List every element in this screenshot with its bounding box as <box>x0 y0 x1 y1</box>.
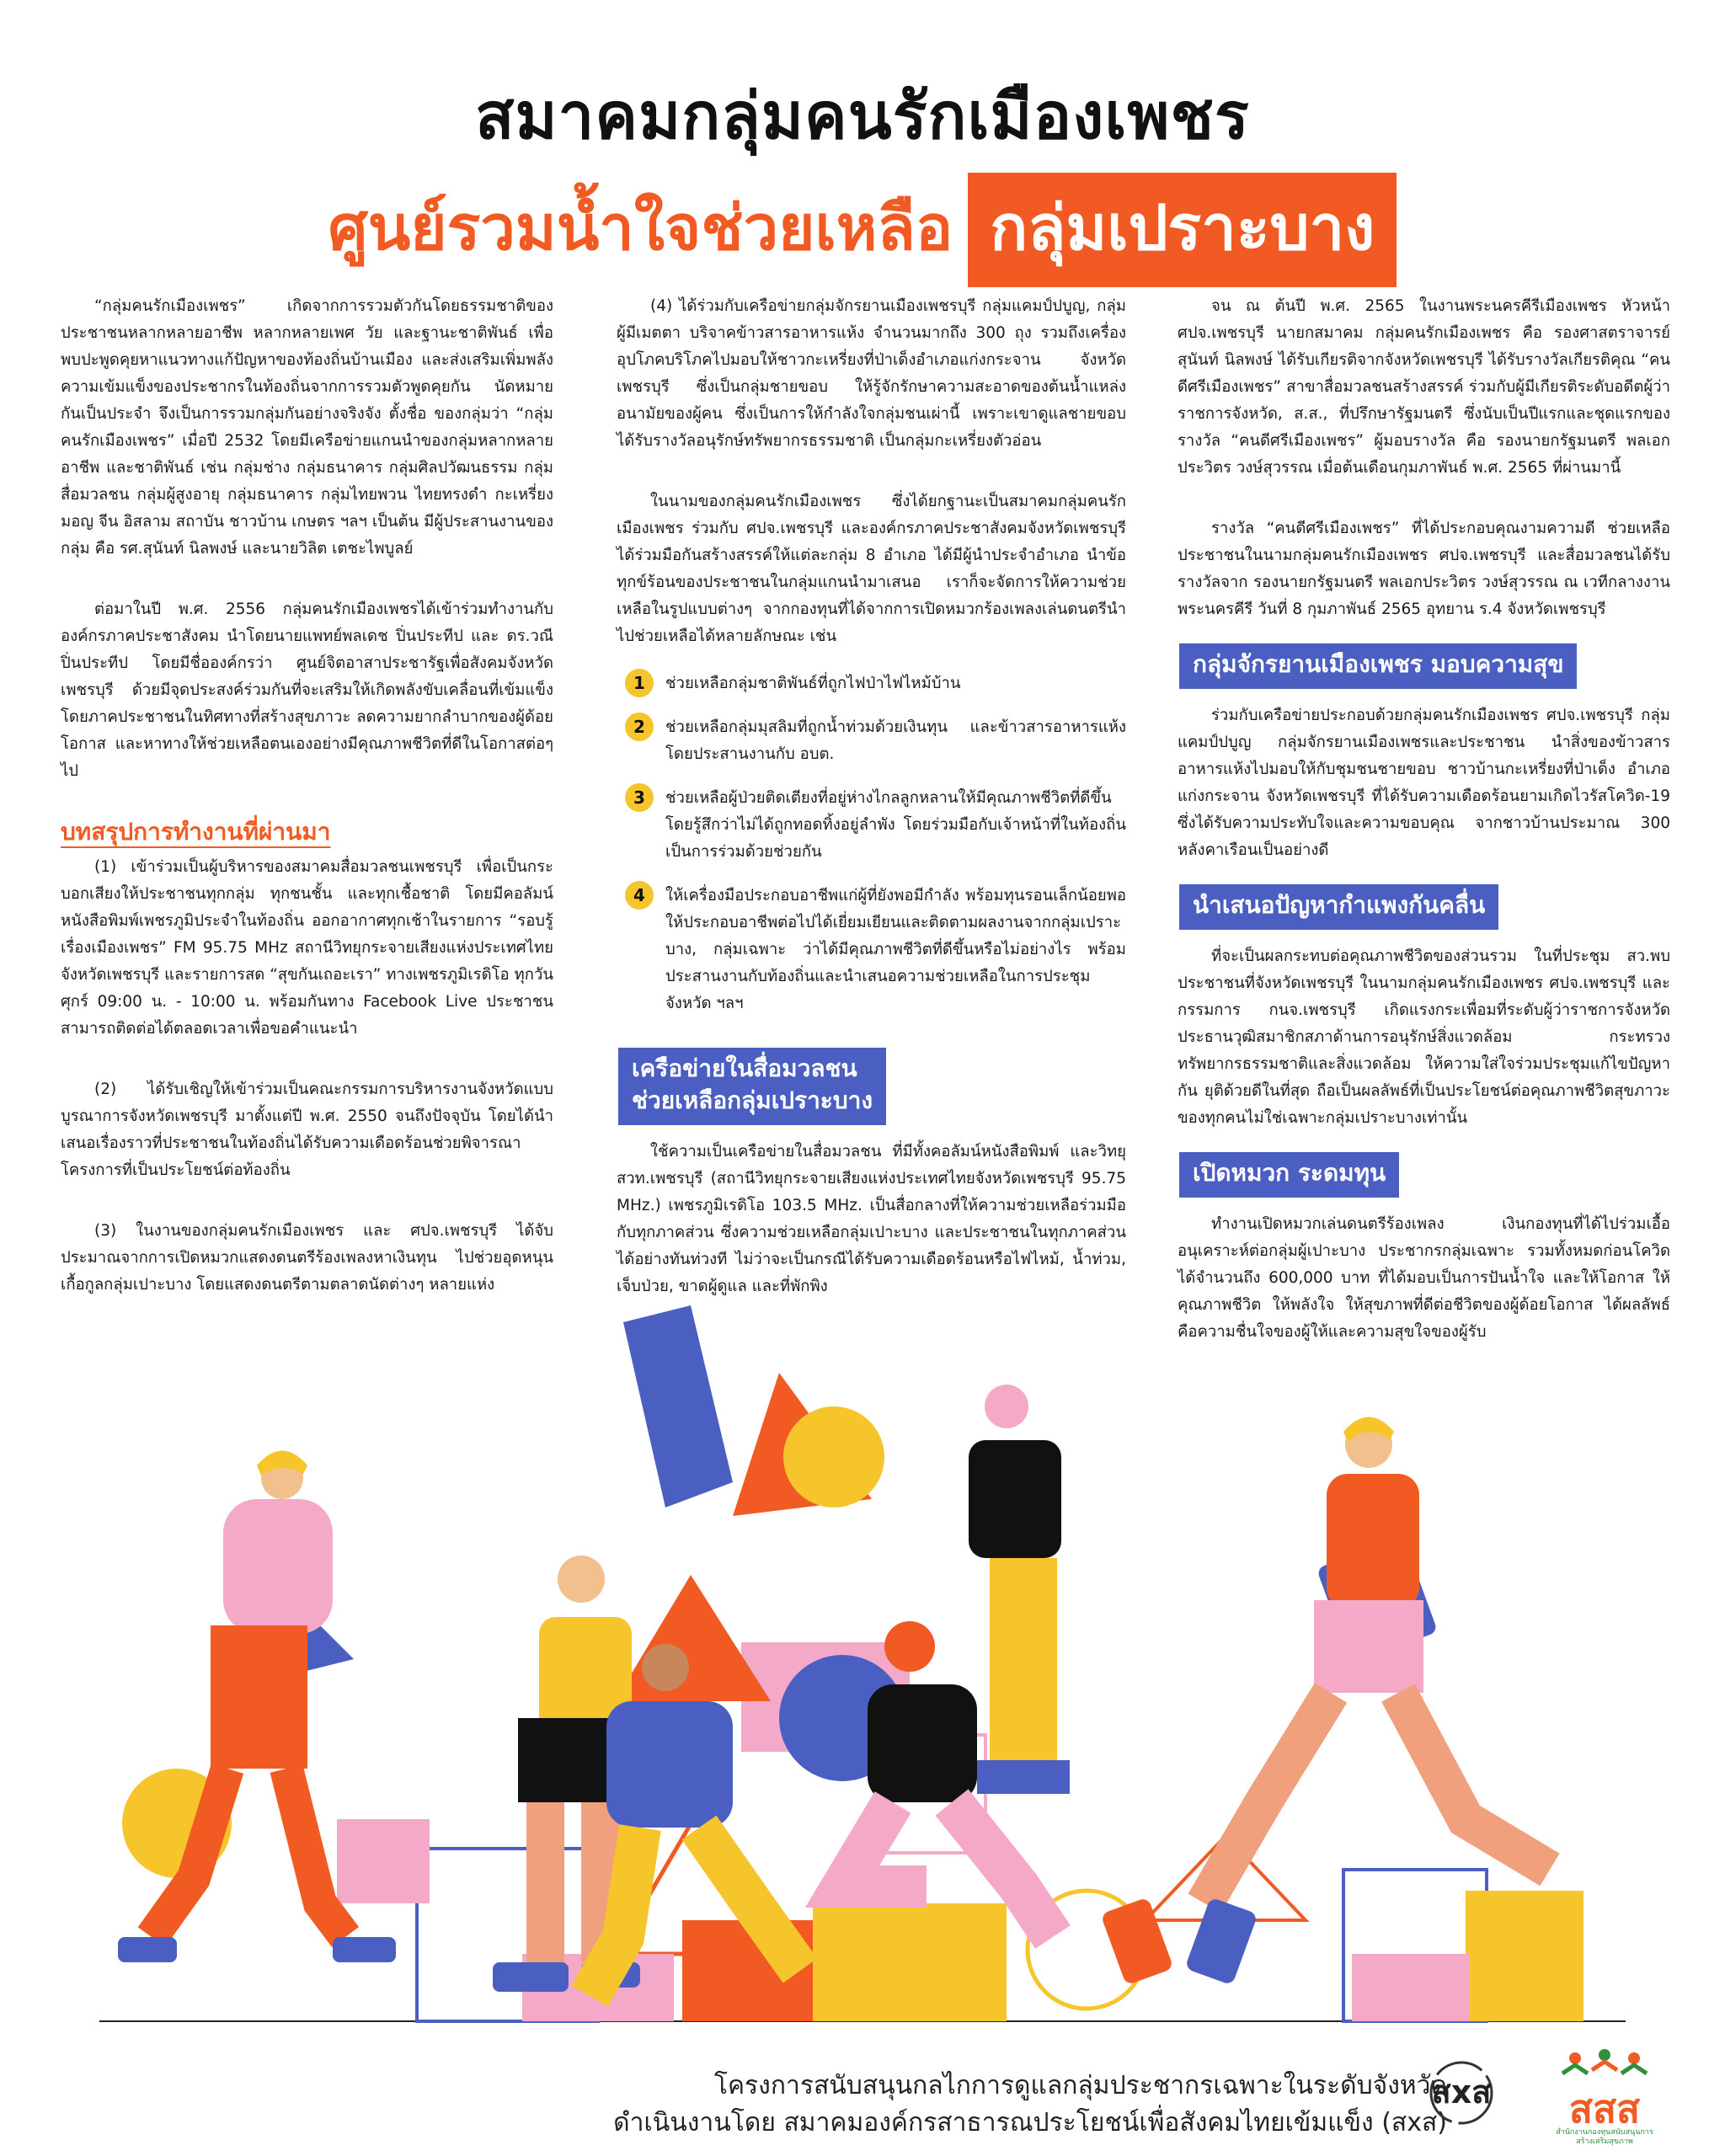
list-item <box>617 883 1126 1017</box>
section-title-fundraising: เปิดหมวก ระดมทุน <box>1179 1152 1399 1198</box>
list-item-text: ช่วยเหลือผู้ป่วยติดเตียงที่อยู่ห่างไกลลูกหลานให้มีคุณภาพชีวิตที่ดีขึ้น โดยรู้สึกว่าไม่ได้ถูกทอดทิ้งอยู่ลำพัง โดยร่วมมือกับเจ้าหน้าที่ในท้องถิ่นเป็นการร่วมด้วยช่วยกัน <box>665 789 1126 861</box>
list-item <box>617 714 1126 768</box>
thaihealth-logo-text: สสส <box>1568 2086 1641 2128</box>
thaihealth-logo-icon <box>1550 2048 1659 2128</box>
people-shapes-illustration <box>0 1297 1725 2038</box>
thaihealth-caption: สำนักงานกองทุนสนับสนุนการสร้างเสริมสุขภาพ <box>1556 2128 1653 2146</box>
subtitle <box>0 173 1725 287</box>
section-title-seawall: นำเสนอปัญหากำแพงกันคลื่น <box>1179 884 1498 930</box>
section-title-bicycle: กลุ่มจักรยานเมืองเพชร มอบความสุข <box>1179 643 1577 689</box>
paragraph: ใช้ความเป็นเครือข่ายในสื่อมวลชน ที่มีทั้งคอลัมน์หนังสือพิมพ์ และวิทยุ สวท.เพชรบุรี (สถานีวิทยุกระจายเสียงแห่งประเทศไทยจังหวัดเพชรบุรี 95.75 MHz.) เพชรภูมิเรดิโอ 103.5 MHz. เป็นสื่อกลางที่ให้ความช่วยเหลือร่วมมือกับทุกภาคส่วน ซึ่งความช่วยเหลือกลุ่มเปาะบาง และประชาชนในทุกภาคส่วนได้อย่างทันท่วงที ไม่ว่าจะเป็นกรณีได้รับความเดือดร้อนหรือไฟไหม้, น้ำท่วม, เจ็บป่วย, ขาดผู้ดูแล และที่พักพิง <box>617 1143 1126 1295</box>
footer-line: ดำเนินงานโดย สมาคมองค์กรสาธารณประโยชน์เพื่อสังคมไทยเข้มแข็ง (สxส) <box>613 2108 1447 2137</box>
number-badge: 1 <box>625 669 654 697</box>
thaihealth-logo <box>1550 2048 1659 2145</box>
list-item <box>617 785 1126 866</box>
paragraph: ทำงานเปิดหมวกเล่นดนตรีร้องเพลง เงินกองทุนที่ได้ไปร่วมเอื้ออนุเคราะห์ต่อกลุ่มผู้เปาะบาง ประชากรกลุ่มเฉพาะ รวมทั้งหมดก่อนโควิดได้จำนวนถึง 600,000 บาท ที่ได้มอบเป็นการปันน้ำใจ และให้โอกาส ให้คุณภาพชีวิต ให้พลังใจ ให้สุขภาพที่ดีต่อชีวิตของผู้ด้อยโอกาส ได้ผลลัพธ์คือความชื่นใจของผู้ให้และความสุขใจของผู้รับ <box>1178 1215 1670 1341</box>
paragraph: “กลุ่มคนรักเมืองเพชร” เกิดจากการรวมตัวกันโดยธรรมชาติของประชาชนหลากหลายอาชีพ หลากหลายเพศ วัย และฐานะชาติพันธ์ เพื่อพบปะพูดคุยหาแนวทางแก้ปัญหาของท้องถิ่นบ้านเมือง และส่งเสริมเพิ่มพลังความเข้มแข็งของประชากรในท้องถิ่นจากการรวมตัวพูดคุยกัน นัดหมายกันเป็นประจำ จึงเป็นการรวมกลุ่มกันอย่างจริงจัง ตั้งชื่อ ของกลุ่มว่า “กลุ่มคนรักเมืองเพชร” เมื่อปี 2532 โดยมีเครือข่ายแกนนำของกลุ่มหลากหลายอาชีพ และชาติพันธ์ เช่น กลุ่มช่าง กลุ่มธนาคาร กลุ่มศิลปวัฒนธรรม กลุ่มสื่อมวลชน กลุ่มผู้สูงอายุ กลุ่มธนาคาร กลุ่มไทยพวน ไทยทรงดำ กะเหรี่ยง มอญ จีน อิสลาม สถาบัน ชาวบ้าน เกษตร ฯลฯ เป็นต้น มีผู้ประสานงานของกลุ่ม คือ รศ.สุนันท์ นิลพงษ์ และนายวิลิต เตชะไพบูลย์ <box>61 297 553 558</box>
paragraph: (4) ได้ร่วมกับเครือข่ายกลุ่มจักรยานเมืองเพชรบุรี กลุ่มแคมป์ปบูญ, กลุ่มผู้มีเมตตา บริจาคข้าวสารอาหารแห้ง จำนวนมากถึง 300 ถุง รวมถึงเครื่องอุปโภคบริโภคไปมอบให้ชาวกะเหรี่ยงที่ป่าเด็งอำเภอแก่งกระจาน จังหวัดเพชรบุรี ซึ่งเป็นกลุ่มชายขอบ ให้รู้จักรักษาความสะอาดของต้นน้ำแหล่งอนามัยของผู้คน ซึ่งเป็นการให้กำลังใจกลุ่มชนเผ่านี้ เพราะเขาดูแลชายขอบ ได้รับรางวัลอนุรักษ์ทรัพยากรธรรมชาติ เป็นกลุ่มกะเหรี่ยงตัวอ่อน <box>617 297 1126 450</box>
help-list <box>617 670 1126 1017</box>
sxs-logo-text: สxส <box>1431 2073 1492 2111</box>
sxs-logo <box>1407 2059 1516 2127</box>
paragraph: ในนามของกลุ่มคนรักเมืองเพชร ซึ่งได้ยกฐานะเป็นสมาคมกลุ่มคนรักเมืองเพชร ร่วมกับ ศปจ.เพชรบุรี และองค์กรภาคประชาสังคมจังหวัดเพชรบุรี ได้ร่วมมือกันสร้างสรรค์ให้แต่ละกลุ่ม 8 อำเภอ ได้มีผู้นำประจำอำเภอ นำข้อทุกข์ร้อนของประชาชนในกลุ่มแกนนำมาเสนอ เราก็จะจัดการให้ความช่วยเหลือในรูปแบบต่างๆ จากกองทุนที่ได้จากการเปิดหมวกร้องเพลงเล่นดนตรีนำไปช่วยเหลือได้หลายลักษณะ เช่น <box>617 493 1126 645</box>
column-left <box>61 293 553 1332</box>
paragraph: (3) ในงานของกลุ่มคนรักเมืองเพชร และ ศปจ.เพชรบุรี ได้จับประมาณจากการเปิดหมวกแสดงดนตรีร้องเพลงหาเงินทุน ไปช่วยอุดหนุนเกื้อกูลกลุ่มเปาะบาง โดยแสดงดนตรีตามตลาดนัดต่างๆ หลายแห่ง <box>61 1222 553 1294</box>
footer-line: โครงการสนับสนุนกลไกการดูแลกลุ่มประชากรเฉพาะในระดับจังหวัด <box>713 2071 1447 2100</box>
subtitle-highlight: กลุ่มเปราะบาง <box>968 173 1397 287</box>
paragraph: (2) ได้รับเชิญให้เข้าร่วมเป็นคณะกรรมการบริหารงานจังหวัดแบบบูรณาการจังหวัดเพชรบุรี มาตั้งแต่ปี พ.ศ. 2550 จนถึงปัจจุบัน โดยได้นำเสนอเรื่องราวที่ประชาชนในท้องถิ่นได้รับความเดือดร้อนช่วยพิจารณาโครงการที่เป็นประโยชน์ต่อท้องถิ่น <box>61 1081 553 1179</box>
column-middle <box>617 293 1126 1334</box>
list-item <box>617 670 1126 697</box>
number-badge: 4 <box>625 881 654 910</box>
paragraph: รางวัล “คนดีศรีเมืองเพชร” ที่ได้ประกอบคุณงามความดี ช่วยเหลือประชาชนในนามกลุ่มคนรักเมืองเพชร ศปจ.เพชรบุรี และสื่อมวลชนได้รับรางวัลจาก รองนายกรัฐมนตรี พลเอกประวิตร วงษ์สุวรรณ ณ เวทีกลางงานพระนครคีรี วันที่ 8 กุมภาพันธ์ 2565 อุทยาน ร.4 จังหวัดเพชรบุรี <box>1178 520 1670 618</box>
paragraph: (1) เข้าร่วมเป็นผู้บริหารของสมาคมสื่อมวลชนเพชรบุรี เพื่อเป็นกระบอกเสียงให้ประชาชนทุกกลุ่ม ทุกชนชั้น และทุกเชื้อชาติ โดยมีคอลัมน์หนังสือพิมพ์เพชรภูมิประจำในท้องถิ่น ออกอากาศทุกเช้าในรายการ “รอบรู้เรื่องเมืองเพชร” FM 95.75 MHz สถานีวิทยุกระจายเสียงแห่งประเทศไทยจังหวัดเพชรบุรี และรายการสด “สุขกันเถอะเรา” ทางเพชรภูมิเรดิโอ ทุกวันศุกร์ 09:00 น. - 10:00 น. พร้อมกันทาง Facebook Live ประชาชนสามารถติดต่อได้ตลอดเวลาเพื่อขอคำแนะนำ <box>61 858 553 1038</box>
section-title-line: เครือข่ายในสื่อมวลชน <box>632 1054 857 1082</box>
subtitle-main: ศูนย์รวมน้ำใจช่วยเหลือ <box>328 192 953 264</box>
paragraph: ร่วมกับเครือข่ายประกอบด้วยกลุ่มคนรักเมืองเพชร ศปจ.เพชรบุรี กลุ่มแคมป์ปบูญ กลุ่มจักรยานเมืองเพชรและประชาชน นำสิ่งของข้าวสารอาหารแห้งไปมอบให้กับชุมชนชายขอบ ชาวบ้านกะเหรี่ยงที่ป่าเด็ง อำเภอแก่งกระจาน จังหวัดเพชรบุรี ที่ได้รับความเดือดร้อนยามเกิดไวรัสโควิด-19 ซึ่งได้รับความประทับใจและความขอบคุณ จากชาวบ้านประมาณ 300 หลังคาเรือนเป็นอย่างดี <box>1178 707 1670 859</box>
footer-text <box>613 2068 1447 2142</box>
list-item-text: ให้เครื่องมือประกอบอาชีพแก่ผู้ที่ยังพอมีกำลัง พร้อมทุนรอนเล็กน้อยพอให้ประกอบอาชีพต่อไปได้เยี่ยมเยียนและติดตามผลงานจากกลุ่มเปราะบาง, กลุ่มเฉพาะ ว่าได้มีคุณภาพชีวิตที่ดีขึ้นหรือไม่อย่างไร พร้อมประสานงานกับท้องถิ่นและนำเสนอความช่วยเหลือในการประชุมจังหวัด ฯลฯ <box>665 887 1126 1012</box>
number-badge: 3 <box>625 783 654 812</box>
paragraph: ที่จะเป็นผลกระทบต่อคุณภาพชีวิตของส่วนรวม ในที่ประชุม สว.พบประชาชนที่จังหวัดเพชรบุรี ในนามกลุ่มคนรักเมืองเพชร ศปจ.เพชรบุรี และกรรมการ กนจ.เพชรบุรี เกิดแรงกระเพื่อมที่ระดับผู้ว่าราชการจังหวัด ประธานวุฒิสมาชิกสภาด้านการอนุรักษ์สิ่งแวดล้อม กระทรวงทรัพยากรธรรมชาติและสิ่งแวดล้อม ให้ความใส่ใจร่วมประชุมแก้ไขปัญหากัน ยุติด้วยดีในที่สุด ถือเป็นผลลัพธ์ที่เป็นประโยชน์ต่อคุณภาพชีวิตสุขภาวะของทุกคนไม่ใช่เฉพาะกลุ่มเปราะบางเท่านั้น <box>1178 947 1670 1127</box>
section-title-summary: บทสรุปการทำงานที่ผ่านมา <box>61 818 331 846</box>
number-badge: 2 <box>625 712 654 741</box>
title: สมาคมกลุ่มคนรักเมืองเพชร <box>475 78 1250 153</box>
section-title-line: ช่วยเหลือกลุ่มเปราะบาง <box>632 1086 873 1114</box>
list-item-text: ช่วยเหลือกลุ่มมุสลิมที่ถูกน้ำท่วมด้วยเงินทุน และข้าวสารอาหารแห้งโดยประสานงานกับ อบต. <box>665 718 1126 763</box>
column-right <box>1178 293 1670 1380</box>
paragraph: จน ณ ต้นปี พ.ศ. 2565 ในงานพระนครคีรีเมืองเพชร หัวหน้า ศปจ.เพชรบุรี นายกสมาคม กลุ่มคนรักเมืองเพชร คือ รองศาสตราจารย์สุนันท์ นิลพงษ์ ได้รับเกียรติจากจังหวัดเพชรบุรี ได้รับรางวัลเกียรติคุณ “คนดีศรีเมืองเพชร” สาขาสื่อมวลชนสร้างสรรค์ ร่วมกับผู้มีเกียรติระดับอดีตผู้ว่าราชการจังหวัด, ส.ส., ที่ปรึกษารัฐมนตรี ซึ่งนับเป็นปีแรกและชุดแรกของรางวัล “คนดีศรีเมืองเพชร” ผู้มอบรางวัล คือ รองนายกรัฐมนตรี พลเอกประวิตร วงษ์สุวรรณ เมื่อต้นเดือนกุมภาพันธ์ พ.ศ. 2565 ที่ผ่านมานี้ <box>1178 297 1670 477</box>
section-title-media-network <box>618 1048 886 1125</box>
list-item-text: ช่วยเหลือกลุ่มชาติพันธ์ที่ถูกไฟป่าไฟไหม้บ้าน <box>665 675 961 692</box>
sxs-logo-icon <box>1407 2059 1516 2127</box>
paragraph: ต่อมาในปี พ.ศ. 2556 กลุ่มคนรักเมืองเพชรได้เข้าร่วมทำงานกับองค์กรภาคประชาสังคม นำโดยนายแพทย์พลเดช ปิ่นประทีป และ ดร.วณี ปิ่นประทีป โดยมีชื่อองค์กรว่า ศูนย์จิตอาสาประชารัฐเพื่อสังคมจังหวัดเพชรบุรี ด้วยมีจุดประสงค์ร่วมกันที่จะเสริมให้เกิดพลังขับเคลื่อนที่เข้มแข็งโดยภาคประชาชนในทิศทางที่สร้างสุขภาวะ ลดความยากลำบากของผู้ด้อยโอกาส และหาทางให้ช่วยเหลือตนเองอย่างมีคุณภาพชีวิตที่ดีในโอกาสต่อๆไป <box>61 600 553 780</box>
